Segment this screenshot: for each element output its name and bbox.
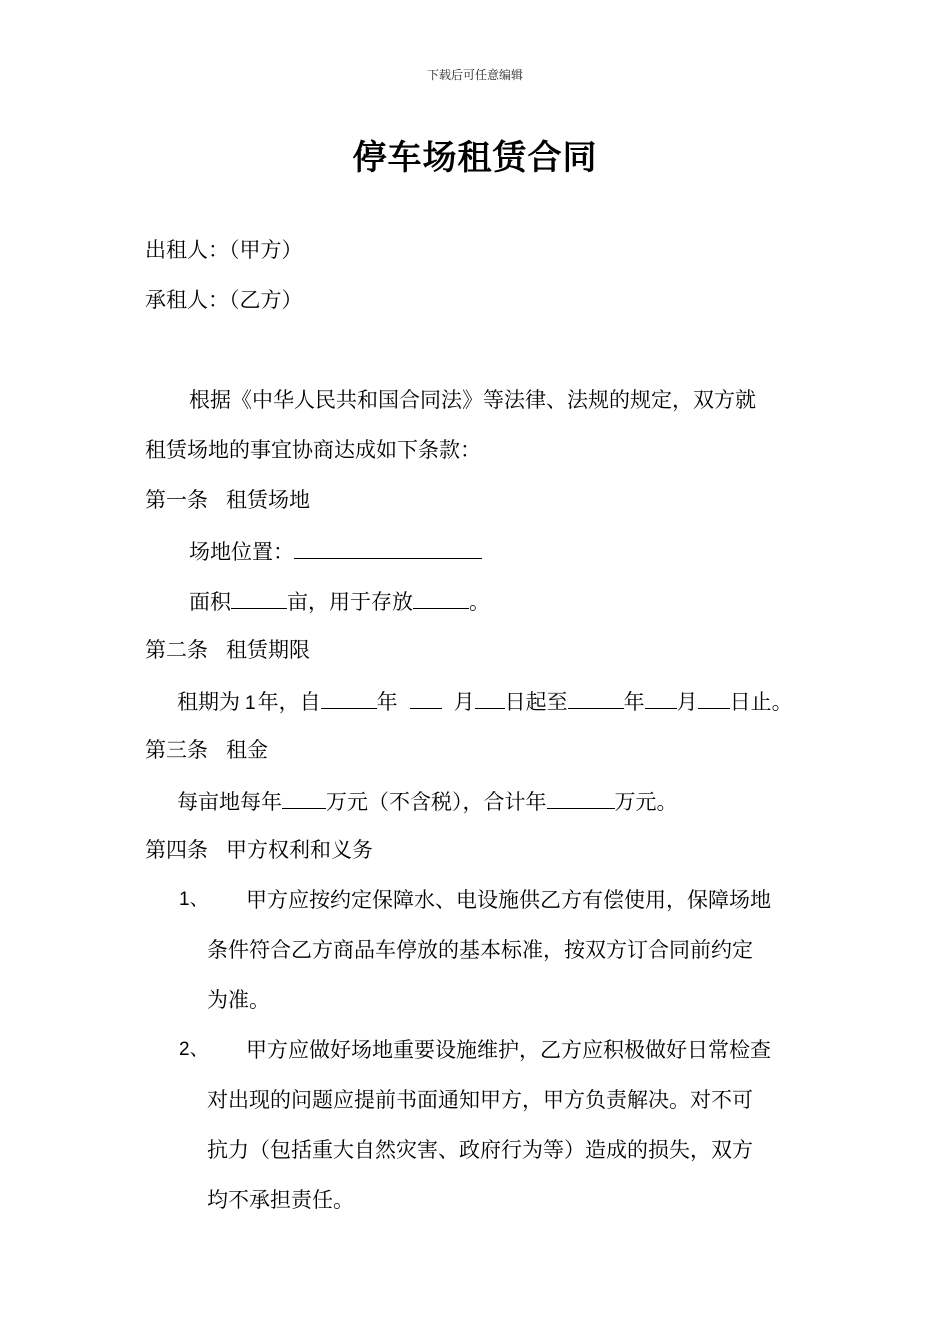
end-year-label: 年 (623, 690, 645, 714)
item-2-line-4: 均不承担责任。 (207, 1188, 354, 1212)
storage-blank[interactable] (413, 586, 469, 609)
article-4-title: 甲方权利和义务 (226, 838, 373, 862)
article-4-number: 第四条 (145, 838, 208, 862)
page-header-note: 下载后可任意编辑 (426, 68, 523, 82)
end-day-blank[interactable] (698, 686, 730, 709)
item-1-number: 1、 (179, 889, 209, 910)
article-2-heading (145, 636, 310, 664)
preamble-line-1: 根据《中华人民共和国合同法》等法律、法规的规定，双方就 (189, 388, 756, 412)
start-year-label: 年 (376, 690, 398, 714)
start-day-blank[interactable] (475, 686, 505, 709)
article-3-heading (145, 736, 268, 764)
article-1-number: 第一条 (145, 488, 208, 512)
article-1-title: 租赁场地 (226, 488, 310, 512)
item-1-line-1: 甲方应按约定保障水、电设施供乙方有偿使用，保障场地 (246, 888, 771, 912)
end-month-blank[interactable] (645, 686, 677, 709)
start-year-blank[interactable] (321, 686, 377, 709)
location-label: 场地位置： (189, 540, 294, 564)
end-year-blank[interactable] (568, 686, 624, 709)
article-3-title: 租金 (226, 738, 268, 762)
rent-text-2: 万元（不含税），合计年 (326, 790, 547, 814)
item-2-number: 2、 (179, 1039, 209, 1060)
article-1-heading (145, 486, 310, 514)
location-line (189, 536, 482, 566)
term-text-1: 租期为 (177, 690, 240, 714)
article-4-heading (145, 836, 373, 864)
article-2-title: 租赁期限 (226, 638, 310, 662)
start-day-label: 日起至 (504, 690, 568, 714)
preamble-line-2: 租赁场地的事宜协商达成如下条款： (145, 438, 481, 462)
lessee-line: 承租人：（乙方） (145, 288, 303, 312)
term-line (177, 686, 793, 718)
area-line (189, 586, 490, 616)
rent-text-3: 万元。 (614, 790, 678, 814)
document-title: 停车场租赁合同 (352, 138, 598, 178)
area-end: 。 (469, 590, 490, 614)
area-unit-text: 亩，用于存放 (287, 590, 413, 614)
start-month-blank[interactable] (410, 686, 442, 709)
location-blank[interactable] (294, 536, 482, 559)
item-2-line-1: 甲方应做好场地重要设施维护，乙方应积极做好日常检查 (246, 1038, 771, 1062)
rent-per-mu-blank[interactable] (282, 786, 326, 809)
end-month-label: 月 (676, 690, 698, 714)
area-label: 面积 (189, 590, 231, 614)
item-2-line-2: 对出现的问题应提前书面通知甲方，甲方负责解决。对不可 (207, 1088, 753, 1112)
term-years: 1 (245, 693, 256, 714)
item-1-line-2: 条件符合乙方商品车停放的基本标准，按双方订合同前约定 (207, 938, 753, 962)
rent-line (177, 786, 678, 816)
rent-total-blank[interactable] (547, 786, 615, 809)
article-2-number: 第二条 (145, 638, 208, 662)
term-text-2: 年，自 (257, 690, 321, 714)
rent-text-1: 每亩地每年 (177, 790, 282, 814)
area-blank[interactable] (231, 586, 287, 609)
item-2-line-3: 抗力（包括重大自然灾害、政府行为等）造成的损失，双方 (207, 1138, 753, 1162)
lessor-line: 出租人：（甲方） (145, 238, 303, 262)
end-day-label: 日止。 (729, 690, 793, 714)
article-3-number: 第三条 (145, 738, 208, 762)
start-month-label: 月 (453, 690, 475, 714)
item-1-line-3: 为准。 (207, 988, 270, 1012)
